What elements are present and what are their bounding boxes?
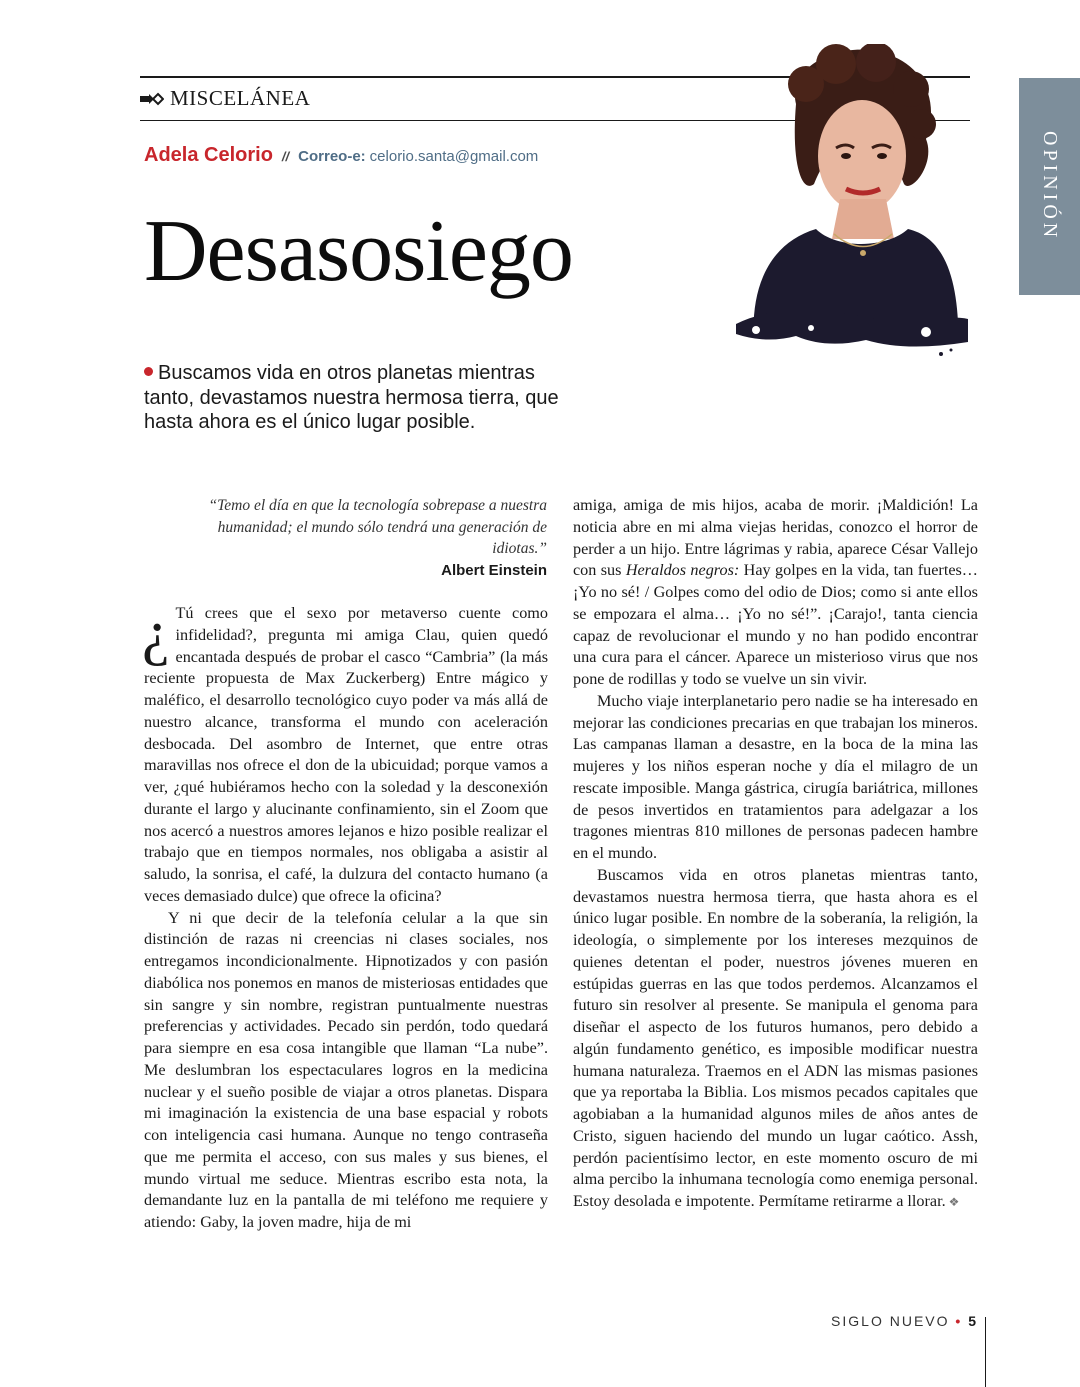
page-footer — [770, 1313, 976, 1329]
byline — [144, 144, 538, 167]
body-column-2 — [573, 495, 978, 1214]
body-column-1 — [142, 599, 548, 1234]
paragraph-text: amiga, amiga de mis hijos, acaba de morir. ¡Maldición! La noticia abre en mi alma viejas heridas, conozco el horror de perder a un hijo. Entre lágrimas y rabia, aparece César Vallejo con sus — [573, 496, 978, 580]
paragraph-text: Tú crees que el sexo por metaverso cuente como infidelidad?, pregunta mi amiga Clau, quien quedó encantada después de probar el casco “Cambria” (la más reciente propuesta de Max Zuckerberg) Entre mágico y maléfico, el desarrollo tecnológico cuyo poder va más allá de nuestro alcance, transforma el mundo con aceleración desbocada. Del asombro de Internet, que entre otras maravillas nos ofrece el don de la ubicuidad; porque vamos a ver, ¿qué hubiéramos hecho con la soledad y la desconexión durante el largo y alucinante confinamiento, sin el Zoom que nos acercó a nuestros amores lejanos e hizo posible realizar el trabajo que en tiempos normales, nos obligaba a asistir al saludo, la sonrisa, el café, la dulzura del contacto humano (a veces demasiado dulce) que ofrece la oficina? — [144, 604, 548, 905]
article-lead — [144, 361, 584, 435]
section-side-tab — [1019, 78, 1080, 295]
paragraph-text: Hay golpes en la vida, tan fuertes… ¡Yo no sé! / Golpes como del odio de Dios; como si ante ellos se empozara el alma… ¡Yo no sé!”. ¡Carajo!, tanta ciencia capaz de revolucionar el mundo y no han podido encontrar una cura para el cáncer. Aparece un misterioso virus que nos pone de rodillas y todo se vuelve un sin vivir. — [573, 561, 978, 688]
author-email[interactable]: celorio.santa@gmail.com — [369, 148, 539, 165]
publication-name: SIGLO NUEVO — [831, 1313, 950, 1329]
paragraph-text: Buscamos vida en otros planetas mientras tanto, devastamos nuestra hermosa tierra, que hasta ahora es el único lugar posible. En nombre de la soberanía, la religión, la ideología, o simplemente por los intereses mezquinos de quienes detentan el poder, nuestros jóvenes mueren en estúpidas guerras en las que todos perdemos. Alcanzamos el futuro sin resolver al presente. Se manipula el genoma para diseñar el aspecto de los futuros humanos, pero debido a algún fundamento genético, es imposible modificar nuestra humana naturaleza. Traemos en el ADN las mismas pasiones que ya reportaba la Biblia. Los mismos pecados capitales que agobiaban a la humanidad algunos miles de años antes de Cristo, siguen haciendo del mundo un lugar caótico. Assh, perdón pacientísimo lector, en este momento oscuro de mi alma percibo la inhumana tecnología como enemiga personal. Estoy desolada e impotente. Permítame retirarme a llorar. — [573, 865, 978, 1210]
author-portrait — [736, 44, 968, 362]
lead-bullet-icon — [144, 367, 153, 376]
epigraph-author: Albert Einstein — [441, 562, 547, 579]
page-number: 5 — [968, 1313, 976, 1329]
article-title: Desasosiego — [144, 203, 573, 300]
paragraph: Y ni que decir de la telefonía celular a la que sin distinción de razas ni creencias ni clases sociales, nos entregamos incondicionalmente. Hipnotizados y con pasión diabólica nos ponemos en manos de misteriosas entidades que sin sangre y sin nombre, registran puntualmente nuestras preferencias y actividades. Pecado sin perdón, todo quedará para siempre en esa cosa intangible que llaman “La nube”. Me deslumbran los espectaculares logros en la medicina nuclear y el sueño posible de viajar a otros planetas. Dispara mi imaginación la existencia de una base espacial y robots con inteligencia casi humana. Aunque no tengo contraseña que me permita el acceso, con sus males y sus bienes, el mundo virtual me seduce. Mientras escribo esta nota, la demandante luz en la pantalla de mi teléfono me requiere y atiendo: Gaby, la joven madre, hija de mi — [144, 908, 548, 1231]
footer-bullet: • — [955, 1313, 963, 1329]
paragraph — [573, 495, 978, 691]
paragraph — [142, 599, 548, 908]
epigraph-quote: “Temo el día en que la tecnología sobrepase a nuestra humanidad; el mundo sólo tendrá una generación de idiotas.” — [208, 497, 547, 557]
lead-text: Buscamos vida en otros planetas mientras tanto, devastamos nuestra hermosa tierra, que hasta ahora es el único lugar posible. — [144, 362, 559, 433]
book-title: Heraldos negros: — [625, 561, 740, 580]
byline-separator: // — [281, 149, 290, 164]
side-tab-label: OPINIÓN — [1039, 131, 1061, 242]
author-name: Adela Celorio — [144, 144, 273, 166]
paragraph — [573, 865, 978, 1214]
drop-cap: ¿ — [142, 599, 170, 667]
end-mark-icon: ❖ — [948, 1195, 960, 1209]
arrow-diamond-icon — [140, 92, 164, 106]
paragraph: Mucho viaje interplanetario pero nadie se ha interesado en mejorar las condiciones precarias en que trabajan los mineros. Las campanas llaman a desastre, en la boca de la mina las mujeres y los niños esperan noche y día el milagro de un rescate imposible. Manga gástrica, cirugía bariátrica, millones de pesos invertidos en tratamientos para adelgazar a los tragones mientras 810 millones de personas padecen hambre en el mundo. — [573, 691, 978, 862]
email-label: Correo-e: — [298, 148, 366, 165]
footer-vertical-rule — [985, 1317, 986, 1387]
section-label — [140, 86, 310, 111]
section-text: MISCELÁNEA — [170, 86, 311, 110]
